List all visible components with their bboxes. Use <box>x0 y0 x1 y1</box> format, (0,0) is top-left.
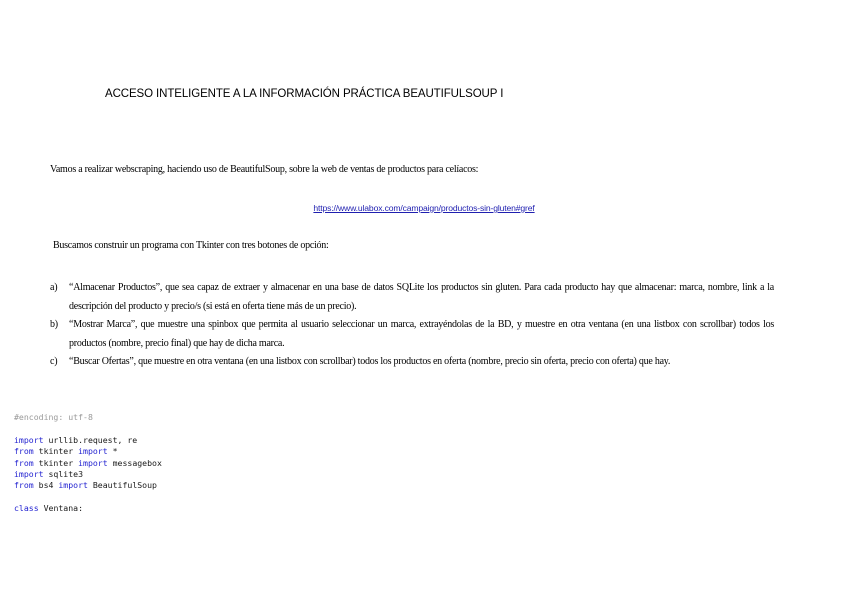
code-line <box>14 446 162 457</box>
list-marker: b) <box>50 319 58 330</box>
list-item <box>50 316 774 353</box>
code-comment: #encoding: utf-8 <box>14 412 93 422</box>
code-text: urllib.request, re <box>43 434 138 445</box>
code-keyword: from <box>14 480 34 491</box>
code-text: * <box>107 446 118 457</box>
code-line <box>14 412 162 423</box>
code-text: tkinter <box>33 446 79 457</box>
code-text: messagebox <box>107 457 162 468</box>
code-line <box>14 469 162 480</box>
code-text: tkinter <box>33 457 79 468</box>
code-keyword: from <box>14 457 34 468</box>
code-blank-line <box>14 492 162 503</box>
option-text: “Almacenar Productos”, que sea capaz de extraer y almacenar en una base de datos SQLite los productos sin gluten. Para cada producto hay que almacenar: marca, nombre, link a la descripción del producto y precio/s (si está en oferta tiene más de un precio). <box>69 282 774 312</box>
list-marker: a) <box>50 282 58 293</box>
code-line <box>14 480 162 491</box>
goal-paragraph: Buscamos construir un programa con Tkinter con tres botones de opción: <box>53 240 329 251</box>
document-title: ACCESO INTELIGENTE A LA INFORMACIÓN PRÁCTICA BEAUTIFULSOUP I <box>105 88 504 100</box>
code-keyword: import <box>58 480 88 491</box>
list-item <box>50 353 774 372</box>
list-item <box>50 279 774 316</box>
code-line <box>14 435 162 446</box>
code-blank-line <box>14 423 162 434</box>
option-text: “Buscar Ofertas”, que muestre en otra ventana (en una listbox con scrollbar) todos los productos en oferta (nombre, precio sin oferta, precio con oferta) que hay. <box>69 356 671 367</box>
code-keyword: import <box>14 434 44 445</box>
code-text: BeautifulSoup <box>87 480 157 491</box>
code-text: bs4 <box>33 480 59 491</box>
code-line <box>14 458 162 469</box>
code-keyword: class <box>14 503 39 514</box>
code-text: sqlite3 <box>43 469 84 480</box>
code-keyword: import <box>78 457 108 468</box>
option-text: “Mostrar Marca”, que muestre una spinbox que permita al usuario seleccionar un marca, extrayéndolas de la BD, y muestre en otra ventana (en una listbox con scrollbar) todos los productos (nombre, precio final) que hay de dicha marca. <box>69 319 774 349</box>
code-keyword: import <box>78 446 108 457</box>
code-text: Ventana: <box>38 503 84 514</box>
intro-paragraph: Vamos a realizar webscraping, haciendo uso de BeautifulSoup, sobre la web de ventas de productos para celíacos: <box>50 164 479 175</box>
code-block <box>14 412 162 515</box>
code-keyword: from <box>14 446 34 457</box>
source-url-link[interactable]: https://www.ulabox.com/campaign/productos-sin-gluten#gref <box>313 203 535 213</box>
code-keyword: import <box>14 469 44 480</box>
options-list <box>50 279 774 372</box>
list-marker: c) <box>50 356 58 367</box>
code-line <box>14 503 162 514</box>
